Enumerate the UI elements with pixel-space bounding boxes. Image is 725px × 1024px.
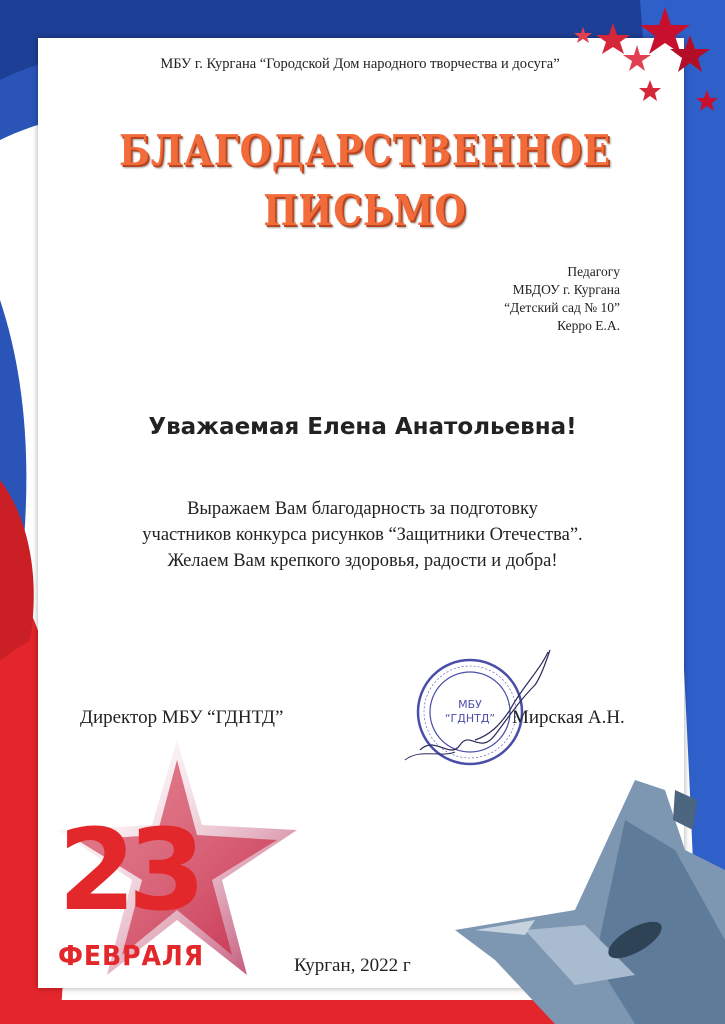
addressee-line: МБДОУ г. Кургана: [512, 282, 620, 297]
addressee-line: “Детский сад № 10”: [504, 300, 620, 315]
greeting: Уважаемая Елена Анатольевна!: [148, 414, 577, 440]
addressee-line: Педагогу: [567, 264, 620, 279]
stamp-text: “ГДНТД”: [444, 712, 496, 725]
place-and-date: Курган, 2022 г: [294, 955, 411, 976]
director-title: Директор МБУ “ГДНТД”: [80, 707, 284, 728]
star-icon: [596, 23, 630, 54]
star-icon: [640, 7, 690, 54]
stamp-text: МБУ: [458, 698, 482, 711]
star-icon: [574, 27, 592, 43]
holiday-day-number: 23: [58, 806, 198, 936]
holiday-month: ФЕВРАЛЯ: [58, 939, 205, 972]
organization-name: МБУ г. Кургана “Городской Дом народного творчества и досуга”: [160, 56, 560, 72]
addressee-line: Керро Е.А.: [557, 318, 620, 333]
fighter-jet-icon: [435, 760, 725, 1024]
body-line: участников конкурса рисунков “Защитники Отечества”.: [142, 525, 583, 545]
addressee-block: [504, 263, 620, 335]
star-icon: [639, 80, 661, 101]
body-line: Выражаем Вам благодарность за подготовку: [187, 499, 538, 519]
letter-title-line1: БЛАГОДАРСТВЕННОЕ: [118, 126, 612, 175]
signer-name: Мирская А.Н.: [512, 707, 625, 728]
body-line: Желаем Вам крепкого здоровья, радости и добра!: [167, 551, 558, 571]
star-icon: [696, 90, 718, 111]
letter-body: [40, 496, 685, 574]
letter-title-line2: ПИСЬМО: [263, 186, 467, 235]
